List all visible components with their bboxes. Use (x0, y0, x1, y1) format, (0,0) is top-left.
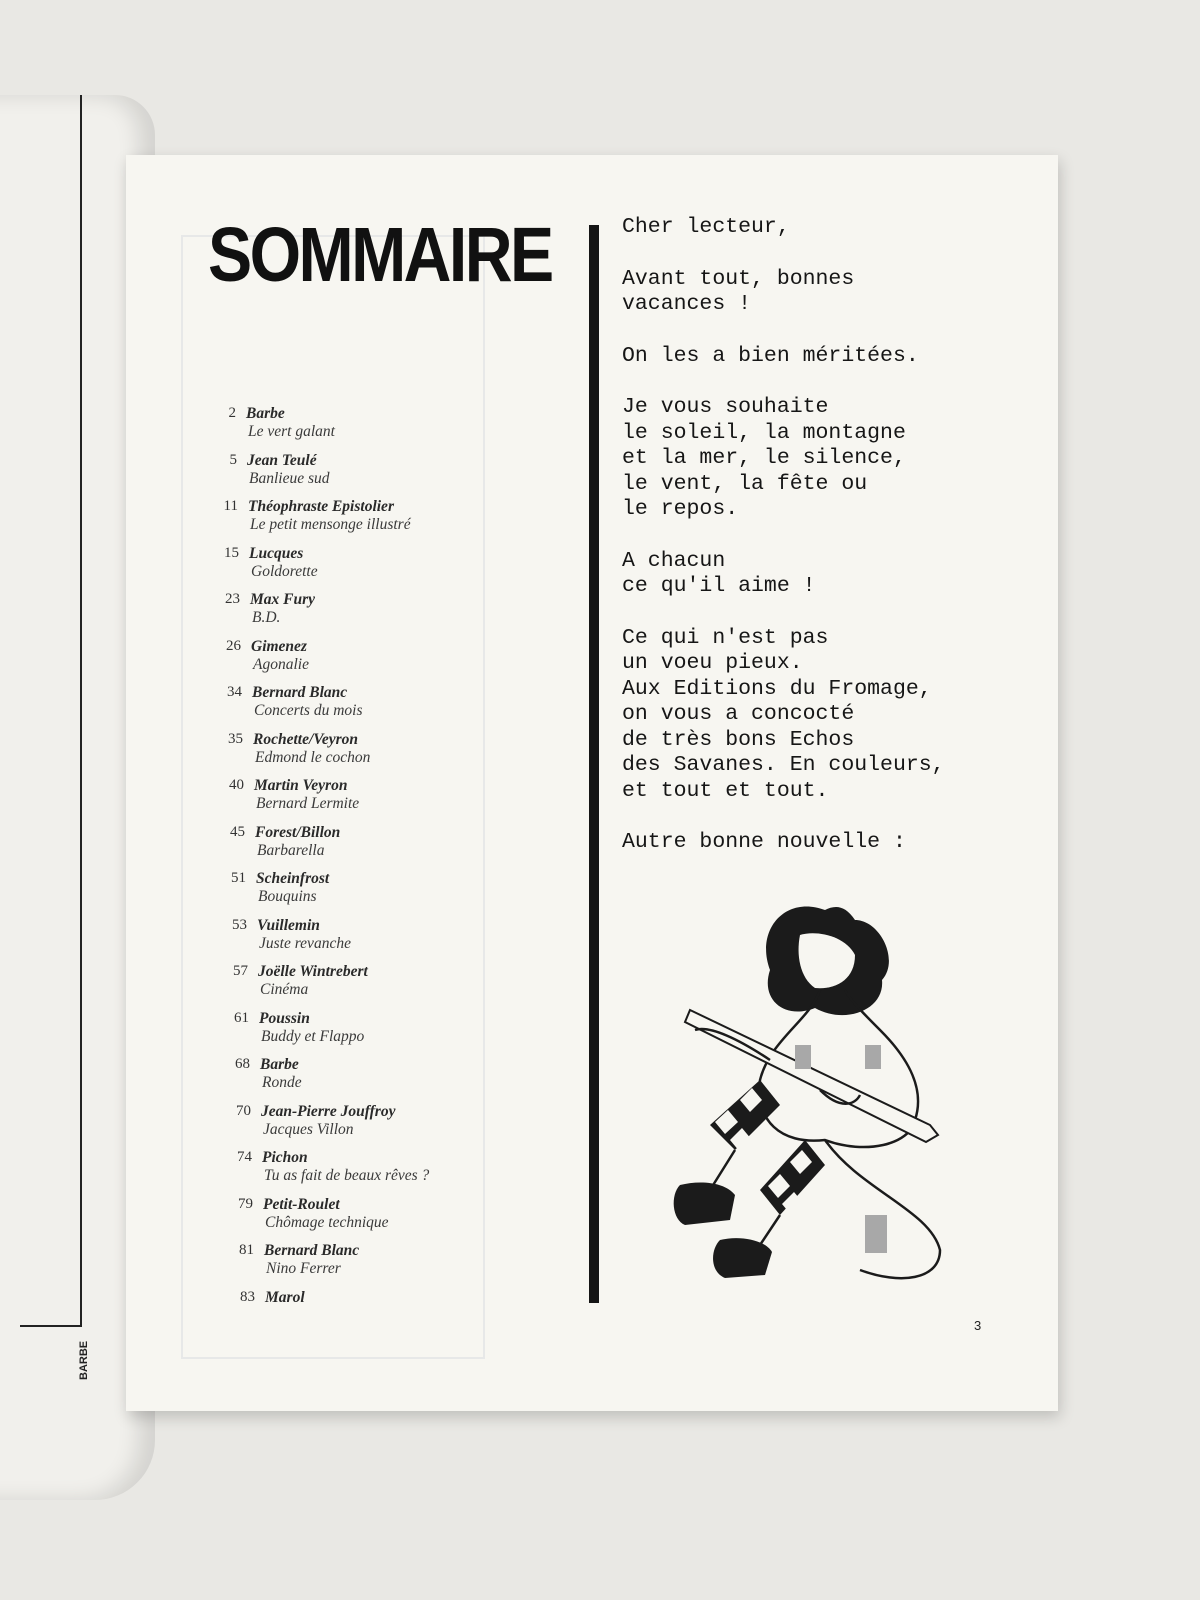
toc-title: Cinéma (260, 981, 309, 998)
toc-title: Bernard Lermite (256, 795, 360, 812)
facing-page-frame (20, 95, 82, 1327)
page-number: 3 (974, 1318, 982, 1333)
toc-author: Barbe (246, 405, 285, 422)
toc-item[interactable] (208, 498, 538, 545)
toc-page-number: 23 (225, 591, 240, 607)
toc-title: Nino Ferrer (266, 1260, 341, 1277)
toc-item[interactable] (222, 1149, 552, 1196)
toc-author: Barbe (260, 1056, 299, 1073)
vertical-divider (589, 225, 599, 1303)
toc-author: Bernard Blanc (264, 1242, 360, 1259)
toc-title: Tu as fait de beaux rêves ? (264, 1167, 430, 1184)
toc-page-number: 2 (228, 405, 236, 421)
toc-title: Buddy et Flappo (261, 1027, 365, 1045)
toc-author: Max Fury (250, 591, 316, 608)
toc-author: Rochette/Veyron (253, 730, 359, 748)
toc-author: Bernard Blanc (252, 684, 348, 701)
toc-item[interactable] (216, 870, 546, 917)
artist-signature: BARBE (78, 1340, 90, 1380)
toc-author: Jean-Pierre Jouffroy (261, 1102, 396, 1120)
toc-author: Jean Teulé (247, 451, 317, 469)
toc-page-number: 74 (237, 1149, 252, 1165)
toc-author: Joëlle Wintrebert (258, 963, 368, 980)
toc-page-number: 26 (226, 637, 241, 654)
toc-item[interactable] (223, 1196, 553, 1243)
letter-paragraph: Autre bonne nouvelle : (622, 830, 906, 854)
toc-page-number: 83 (240, 1288, 255, 1305)
toc-item[interactable] (213, 731, 543, 778)
editorial-letter (622, 215, 1042, 882)
toc-item[interactable] (210, 591, 540, 638)
toc-author: Gimenez (251, 637, 307, 655)
toc-page-number: 11 (223, 498, 238, 514)
toc-title: Banlieue sud (249, 469, 330, 487)
toc-item[interactable] (225, 1289, 555, 1336)
toc-title: Edmond le cochon (255, 748, 371, 766)
toc-item[interactable] (212, 684, 542, 731)
toc-page-number: 57 (233, 963, 248, 979)
toc-title: Ronde (262, 1074, 302, 1091)
toc-author: Pichon (262, 1149, 308, 1166)
toc-author: Poussin (259, 1009, 310, 1027)
toc-item[interactable] (218, 963, 548, 1010)
toc-title: Chômage technique (265, 1213, 389, 1231)
toc-page-number: 5 (229, 451, 237, 468)
toc-author: Marol (265, 1288, 305, 1306)
toc-item[interactable] (215, 824, 545, 871)
toc-author: Martin Veyron (254, 777, 348, 794)
toc-page-number: 40 (229, 777, 244, 793)
toc-author: Lucques (249, 544, 304, 562)
toc-title: B.D. (252, 609, 281, 626)
toc-title: Bouquins (258, 888, 317, 905)
seated-figure-illustration (610, 890, 980, 1310)
toc-page-number: 53 (232, 916, 247, 933)
letter-greeting: Cher lecteur, (622, 215, 790, 239)
toc-title: Agonalie (253, 655, 309, 673)
toc-title: Barbarella (257, 841, 325, 859)
toc-author: Forest/Billon (255, 823, 341, 841)
letter-paragraph: On les a bien méritées. (622, 343, 919, 368)
toc-page-number: 61 (234, 1009, 249, 1026)
toc-title: Juste revanche (259, 934, 351, 952)
toc-item[interactable] (206, 405, 536, 452)
letter-paragraph: Je vous souhaite le soleil, la montagne et la mer, le silence, le vent, la fête ou le repos. (622, 395, 906, 521)
toc-item[interactable] (209, 545, 539, 592)
toc-title: Goldorette (251, 562, 318, 580)
toc-item[interactable] (224, 1242, 554, 1289)
toc-page-number: 68 (235, 1056, 250, 1072)
toc-item[interactable] (221, 1103, 551, 1150)
toc-page-number: 79 (238, 1195, 253, 1212)
letter-paragraph: Avant tout, bonnes vacances ! (622, 266, 855, 316)
toc-page-number: 34 (227, 684, 242, 700)
toc-author: Théophraste Epistolier (248, 498, 394, 515)
letter-paragraph: A chacun ce qu'il aime ! (622, 548, 816, 598)
toc-title: Jacques Villon (263, 1120, 354, 1138)
toc-title: Concerts du mois (254, 702, 363, 719)
toc-author: Scheinfrost (256, 870, 330, 887)
toc-page-number: 51 (231, 870, 246, 886)
toc-page-number: 70 (236, 1102, 251, 1119)
toc-item[interactable] (214, 777, 544, 824)
letter-paragraph: Ce qui n'est pas un voeu pieux. Aux Editions du Fromage, on vous a concocté de très bons Echos des Savanes. En couleurs, et tout et tout. (622, 625, 945, 803)
page-title: SOMMAIRE (208, 212, 552, 298)
toc-item[interactable] (219, 1010, 549, 1057)
toc-item[interactable] (220, 1056, 550, 1103)
toc-item[interactable] (211, 638, 541, 685)
toc-item[interactable] (217, 917, 547, 964)
toc-author: Petit-Roulet (263, 1195, 340, 1213)
table-of-contents (206, 405, 536, 1335)
toc-author: Vuillemin (257, 916, 320, 934)
magazine-page (126, 155, 1058, 1411)
toc-page-number: 15 (224, 544, 239, 561)
toc-item[interactable] (207, 452, 537, 499)
toc-page-number: 45 (230, 823, 245, 840)
toc-page-number: 81 (239, 1242, 254, 1258)
toc-title: Le petit mensonge illustré (250, 516, 411, 533)
toc-page-number: 35 (228, 730, 243, 747)
toc-title: Le vert galant (248, 423, 335, 440)
